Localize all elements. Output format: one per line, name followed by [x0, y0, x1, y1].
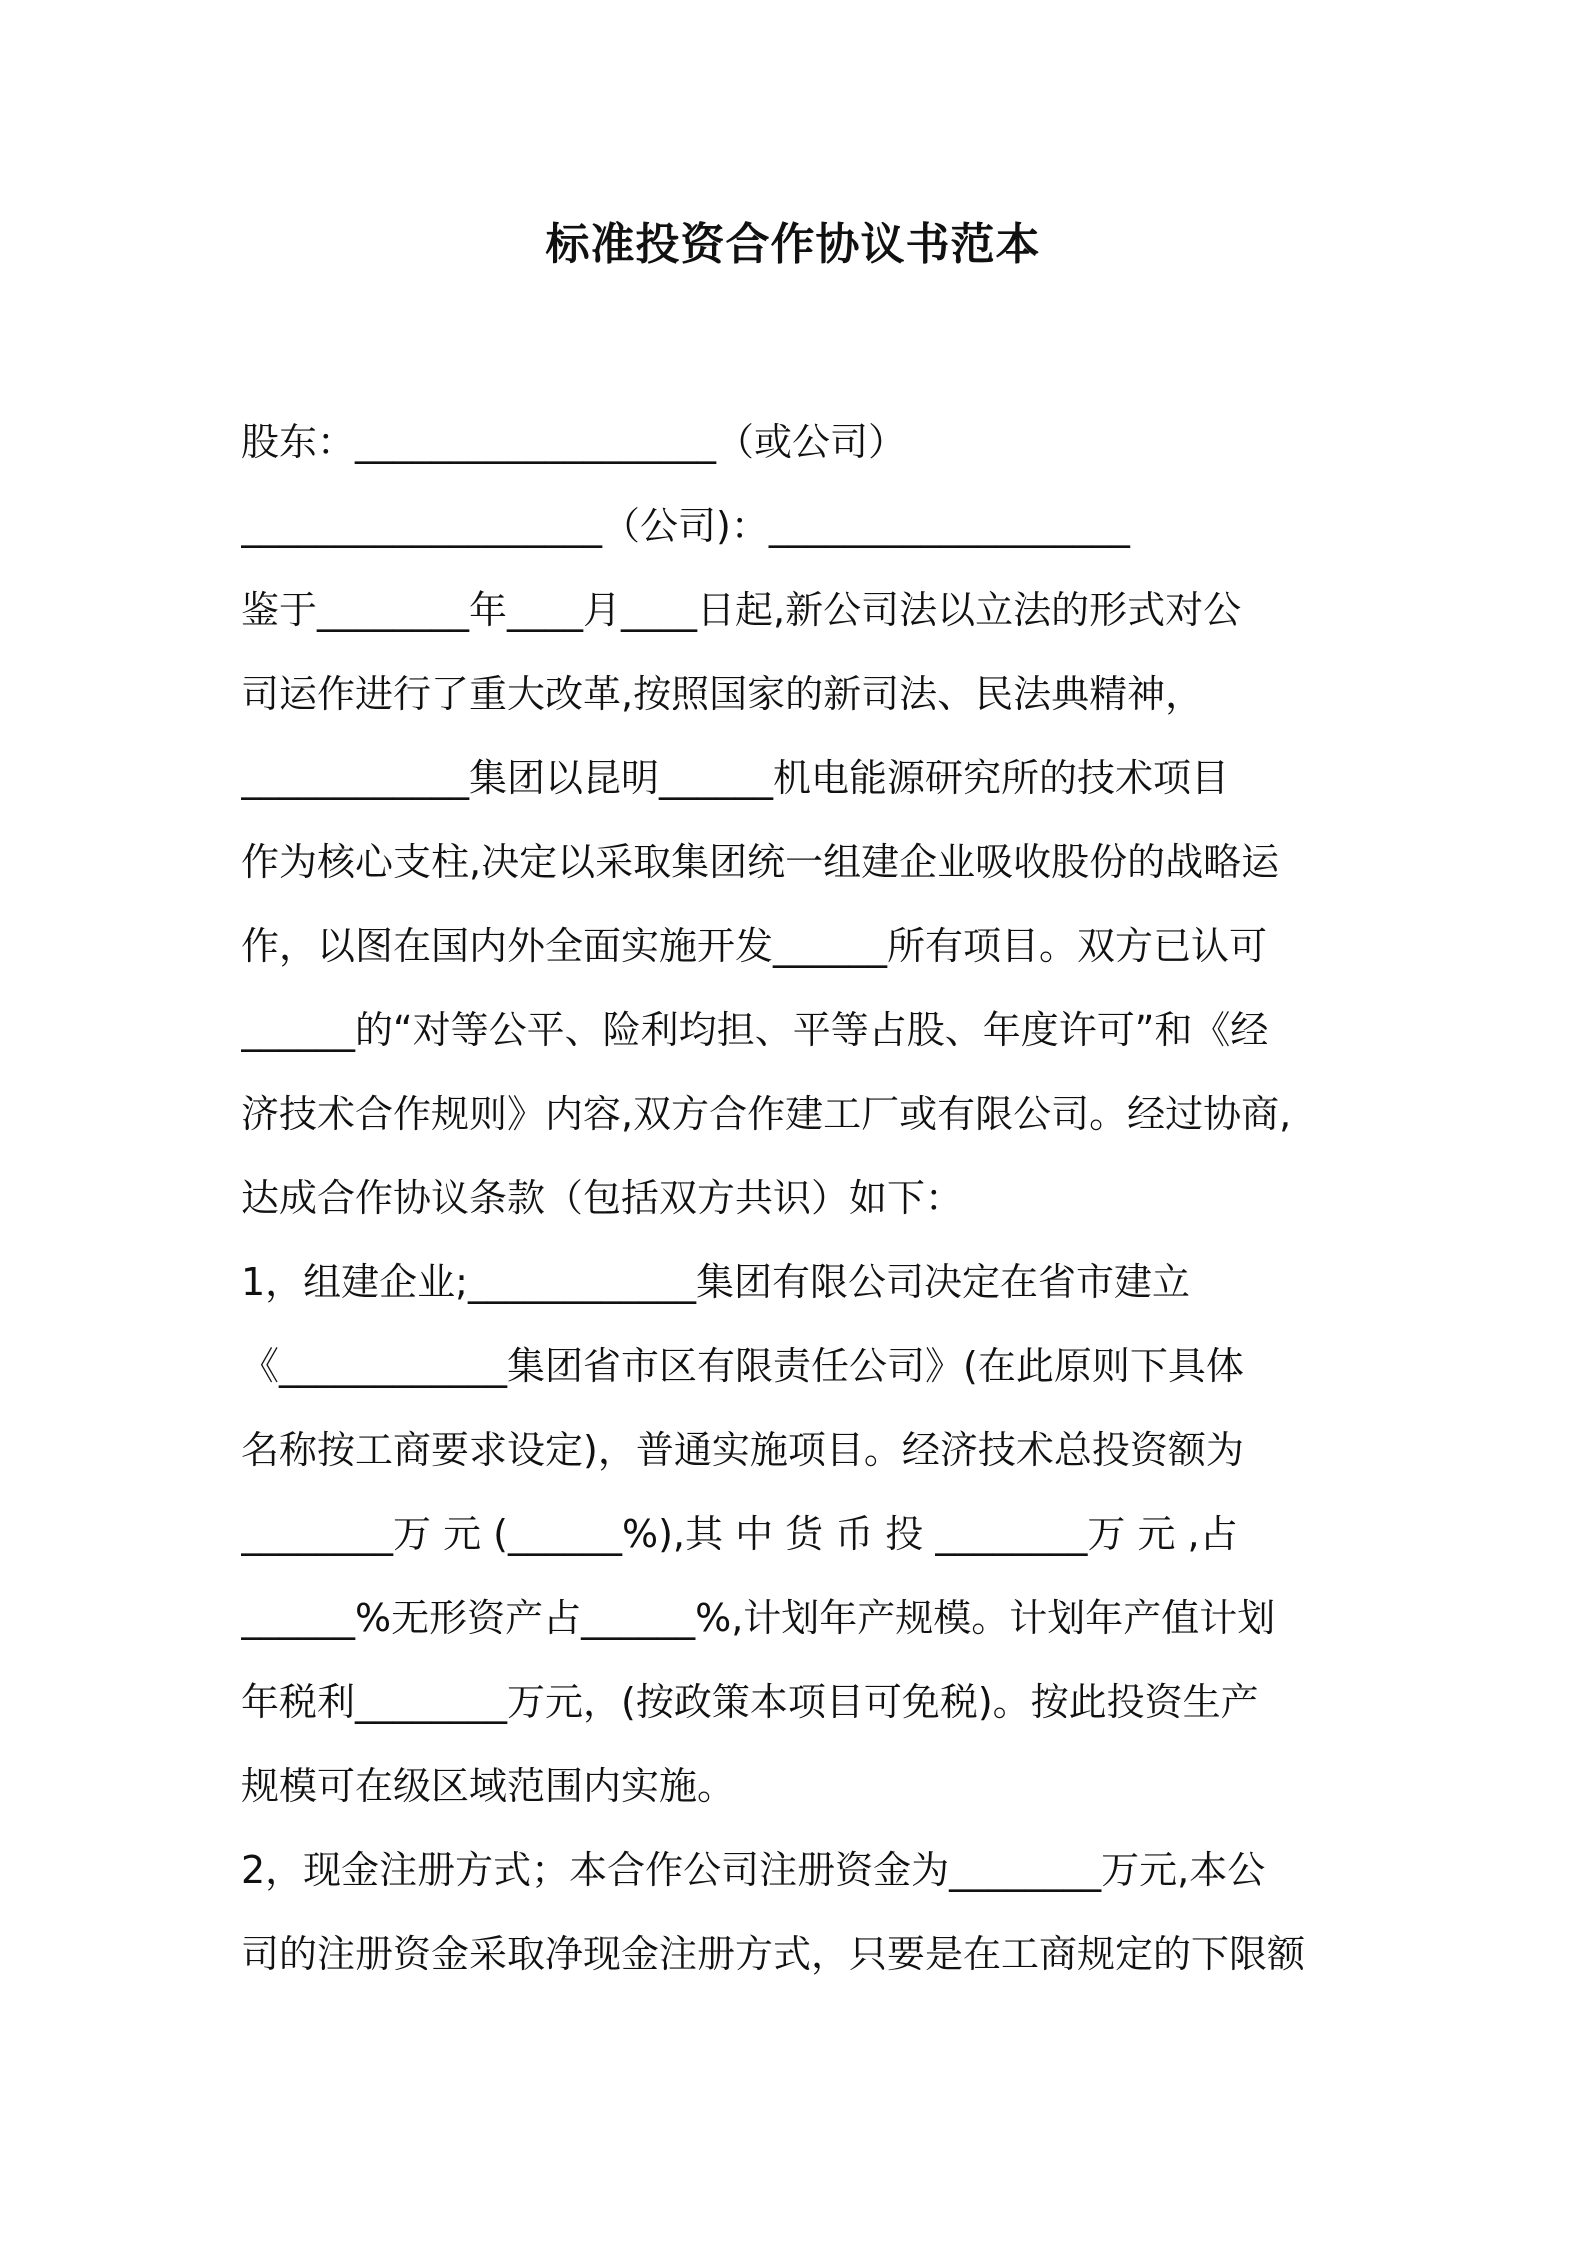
preamble-line: 司运作进行了重大改革,按照国家的新司法、民法典精神，: [241, 672, 1204, 716]
clause-1-line: ________万 元 (______%),其 中 货 币 投 ________万 元 ,占: [241, 1512, 1238, 1556]
document-body: [241, 400, 1356, 1996]
preamble-line: 作，以图在国内外全面实施开发______所有项目。双方已认可: [241, 924, 1268, 968]
company-line: ___________________（公司)：___________________: [241, 504, 1130, 548]
clause-1-line: 1，组建企业;____________集团有限公司决定在省市建立: [241, 1260, 1190, 1304]
document-title: 标准投资合作协议书范本: [545, 219, 1041, 270]
preamble-line: ____________集团以昆明______机电能源研究所的技术项目: [241, 756, 1230, 800]
clause-1-line: 《____________集团省市区有限责任公司》(在此原则下具体: [241, 1344, 1244, 1388]
clause-1-line: 年税利________万元，(按政策本项目可免税)。按此投资生产: [241, 1680, 1259, 1724]
clause-2-line: 司的注册资金采取净现金注册方式，只要是在工商规定的下限额: [241, 1932, 1306, 1976]
shareholder-line: 股东：___________________（或公司）: [241, 420, 907, 464]
preamble-line: ______的“对等公平、险利均担、平等占股、年度许可”和《经: [241, 1008, 1269, 1052]
clause-2-line: 2，现金注册方式；本合作公司注册资金为________万元,本公: [241, 1848, 1266, 1892]
preamble-line: 达成合作协议条款（包括双方共识）如下：: [241, 1176, 964, 1220]
preamble-line: 作为核心支柱,决定以采取集团统一组建企业吸收股份的战略运: [241, 840, 1280, 884]
clause-1-line: 规模可在级区域范围内实施。: [241, 1764, 736, 1808]
clause-1-line: ______%无形资产占______%,计划年产规模。计划年产值计划: [241, 1596, 1276, 1640]
preamble-line: 济技术合作规则》内容,双方合作建工厂或有限公司。经过协商,: [241, 1092, 1292, 1136]
clause-1-line: 名称按工商要求设定)，普通实施项目。经济技术总投资额为: [241, 1428, 1244, 1472]
preamble-line: 鉴于________年____月____日起,新公司法以立法的形式对公: [241, 588, 1242, 632]
